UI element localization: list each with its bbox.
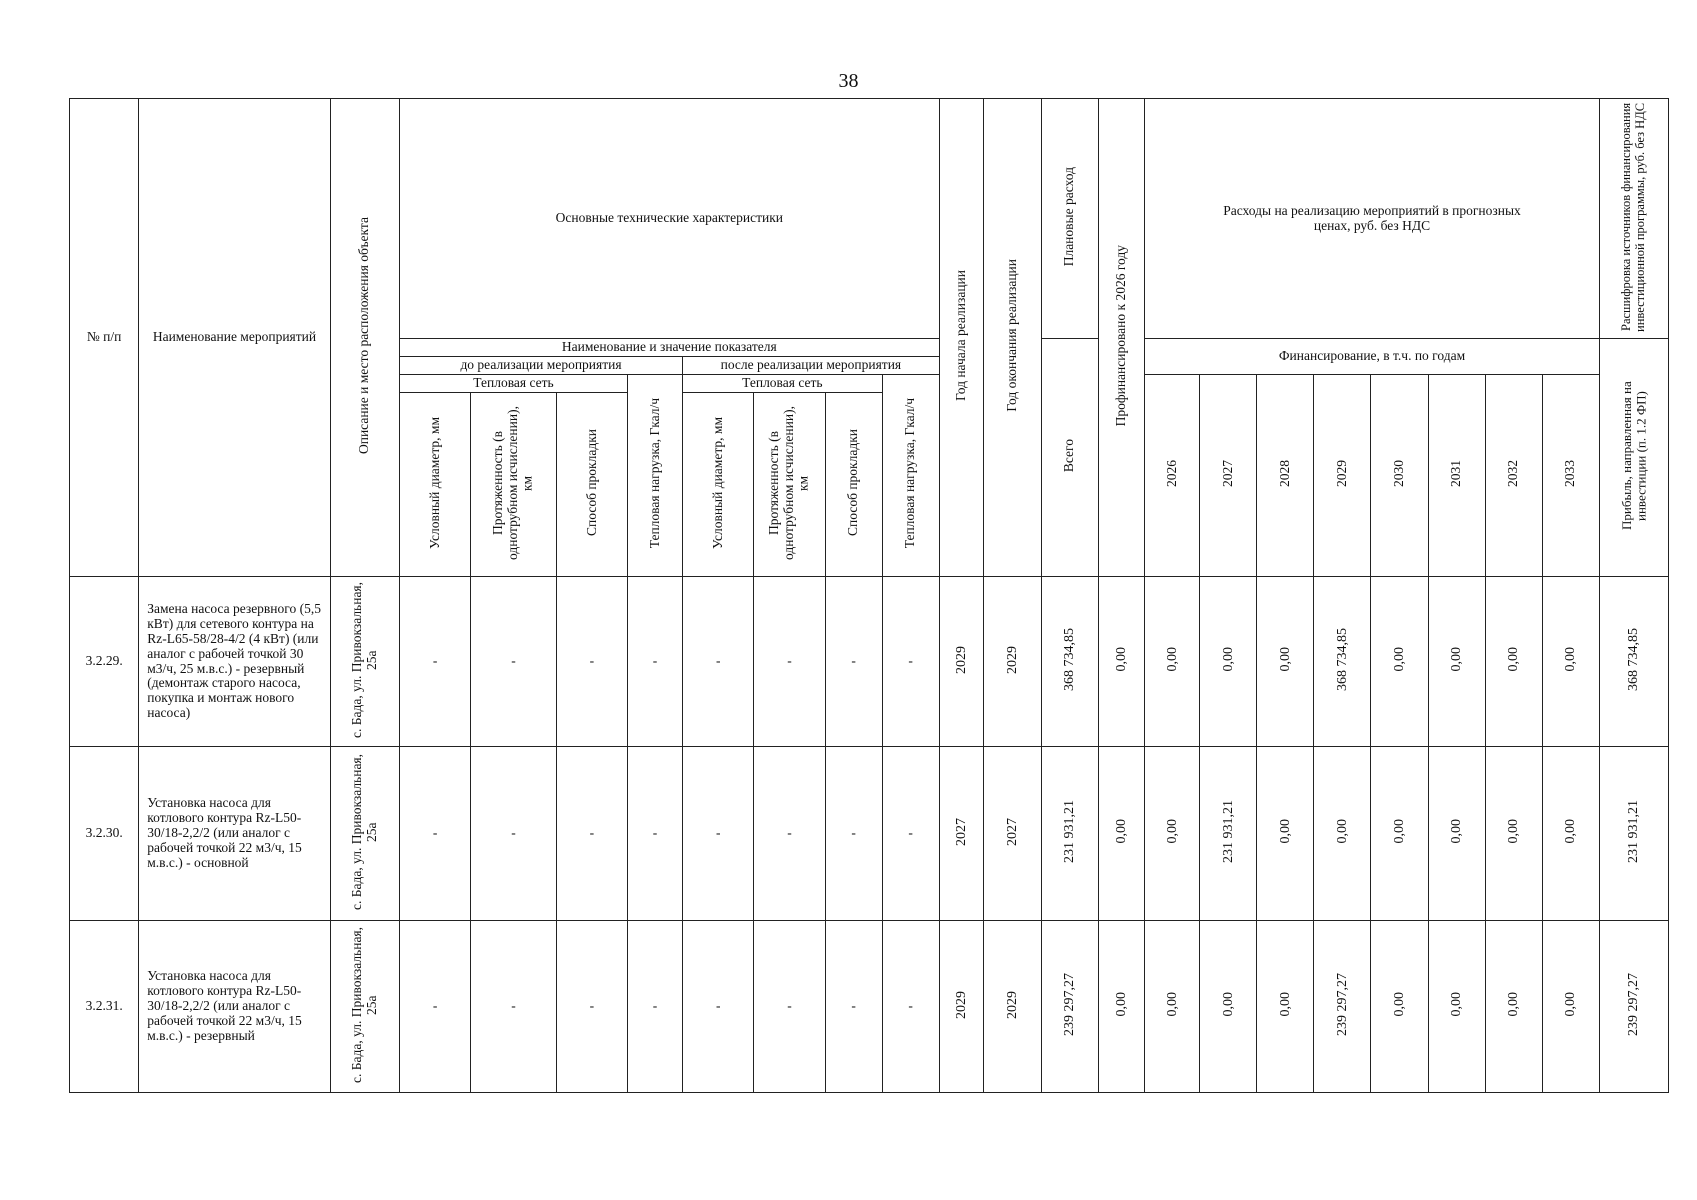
header-load-before: Тепловая нагрузка, Гкал/ч (628, 375, 683, 577)
header-sources: Расшифровка источников финансирования инвестиционной программы, руб. без НДС (1599, 99, 1668, 339)
row-num: 3.2.29. (70, 577, 139, 747)
row-prefinanced: 0,00 (1098, 577, 1145, 747)
header-year-2027: 2027 (1200, 375, 1257, 577)
row-2027: 0,00 (1200, 577, 1257, 747)
row-2033: 0,00 (1542, 921, 1599, 1093)
header-diameter-after: Условный диаметр, мм (683, 393, 754, 577)
header-year-2031: 2031 (1428, 375, 1485, 577)
header-heat-net-before: Тепловая сеть (399, 375, 627, 393)
row-profit: 231 931,21 (1599, 747, 1668, 921)
row-laying-after: - (825, 577, 882, 747)
row-2026: 0,00 (1145, 747, 1200, 921)
row-laying-after: - (825, 747, 882, 921)
row-num: 3.2.31. (70, 921, 139, 1093)
header-diameter-before: Условный диаметр, мм (399, 393, 470, 577)
table-row (70, 577, 1669, 747)
row-2032: 0,00 (1485, 577, 1542, 747)
header-year-end: Год окончания реализации (984, 99, 1041, 577)
row-location: с. Бада, ул. Привокзальная, 25а (330, 921, 399, 1093)
header-financing: Финансирование, в т.ч. по годам (1145, 339, 1599, 375)
header-length-after: Протяженность (в однотрубном исчислении), км (754, 393, 825, 577)
row-length-after: - (754, 577, 825, 747)
row-prefinanced: 0,00 (1098, 747, 1145, 921)
row-2031: 0,00 (1428, 577, 1485, 747)
row-length-before: - (471, 921, 557, 1093)
header-prefinanced: Профинансировано к 2026 году (1098, 99, 1145, 577)
row-2031: 0,00 (1428, 921, 1485, 1093)
header-year-2033: 2033 (1542, 375, 1599, 577)
row-diameter-before: - (399, 577, 470, 747)
row-year-end: 2029 (984, 921, 1041, 1093)
header-year-2030: 2030 (1371, 375, 1428, 577)
row-profit: 239 297,27 (1599, 921, 1668, 1093)
row-year-start: 2027 (939, 747, 984, 921)
header-plan: Плановые расход (1041, 99, 1098, 339)
row-year-end: 2029 (984, 577, 1041, 747)
header-before: до реализации мероприятия (399, 357, 682, 375)
row-name: Установка насоса для котлового контура Rz-L50-30/18-2,2/2 (или аналог с рабочей точкой 22 м3/ч, 15 м.в.с.) - резервный (139, 921, 330, 1093)
row-name: Замена насоса резервного (5,5 кВт) для сетевого контура на Rz-L65-58/28-4/2 (4 кВт) (или аналог с рабочей точкой 30 м3/ч, 25 м.в.с.) - резервный (демонтаж старого насоса, покупка и монтаж нового насоса) (139, 577, 330, 747)
row-2030: 0,00 (1371, 577, 1428, 747)
header-heat-net-after: Тепловая сеть (683, 375, 883, 393)
row-location: с. Бада, ул. Привокзальная, 25а (330, 747, 399, 921)
row-2029: 0,00 (1314, 747, 1371, 921)
row-year-start: 2029 (939, 577, 984, 747)
header-indicator: Наименование и значение показателя (399, 339, 939, 357)
investment-table (69, 98, 1669, 1093)
row-2030: 0,00 (1371, 921, 1428, 1093)
row-length-before: - (471, 747, 557, 921)
row-name: Установка насоса для котлового контура Rz-L50-30/18-2,2/2 (или аналог с рабочей точкой 22 м3/ч, 15 м.в.с.) - основной (139, 747, 330, 921)
row-2028: 0,00 (1257, 577, 1314, 747)
row-total: 368 734,85 (1041, 577, 1098, 747)
row-diameter-before: - (399, 747, 470, 921)
row-diameter-after: - (683, 577, 754, 747)
header-location: Описание и место расположения объекта (330, 99, 399, 577)
row-laying-before: - (556, 921, 627, 1093)
row-laying-before: - (556, 747, 627, 921)
header-tech: Основные технические характеристики (399, 99, 939, 339)
header-year-2028: 2028 (1257, 375, 1314, 577)
row-year-end: 2027 (984, 747, 1041, 921)
row-load-before: - (628, 577, 683, 747)
row-profit: 368 734,85 (1599, 577, 1668, 747)
header-num: № п/п (70, 99, 139, 577)
row-diameter-before: - (399, 921, 470, 1093)
header-year-start: Год начала реализации (939, 99, 984, 577)
header-year-2029: 2029 (1314, 375, 1371, 577)
row-num: 3.2.30. (70, 747, 139, 921)
row-2028: 0,00 (1257, 921, 1314, 1093)
table-row (70, 747, 1669, 921)
table-row (70, 921, 1669, 1093)
row-diameter-after: - (683, 921, 754, 1093)
row-length-before: - (471, 577, 557, 747)
row-2033: 0,00 (1542, 747, 1599, 921)
row-load-before: - (628, 747, 683, 921)
header-name: Наименование мероприятий (139, 99, 330, 577)
row-2029: 239 297,27 (1314, 921, 1371, 1093)
header-laying-after: Способ прокладки (825, 393, 882, 577)
header-after: после реализации мероприятия (683, 357, 940, 375)
header-year-2026: 2026 (1145, 375, 1200, 577)
header-load-after: Тепловая нагрузка, Гкал/ч (882, 375, 939, 577)
header-expenses: Расходы на реализацию мероприятий в прогнозных ценах, руб. без НДС (1145, 99, 1599, 339)
row-2032: 0,00 (1485, 921, 1542, 1093)
row-laying-after: - (825, 921, 882, 1093)
row-total: 231 931,21 (1041, 747, 1098, 921)
row-prefinanced: 0,00 (1098, 921, 1145, 1093)
row-2026: 0,00 (1145, 577, 1200, 747)
row-2027: 231 931,21 (1200, 747, 1257, 921)
row-load-after: - (882, 921, 939, 1093)
row-load-after: - (882, 577, 939, 747)
header-total: Всего (1041, 339, 1098, 577)
row-total: 239 297,27 (1041, 921, 1098, 1093)
row-2031: 0,00 (1428, 747, 1485, 921)
row-2029: 368 734,85 (1314, 577, 1371, 747)
row-laying-before: - (556, 577, 627, 747)
row-2026: 0,00 (1145, 921, 1200, 1093)
page-number: 38 (838, 70, 859, 92)
header-profit: Прибыль, направленная на инвестиции (п. 1.2 ФП) (1599, 339, 1668, 577)
row-load-after: - (882, 747, 939, 921)
row-2028: 0,00 (1257, 747, 1314, 921)
header-year-2032: 2032 (1485, 375, 1542, 577)
row-2030: 0,00 (1371, 747, 1428, 921)
row-diameter-after: - (683, 747, 754, 921)
row-length-after: - (754, 921, 825, 1093)
row-length-after: - (754, 747, 825, 921)
header-length-before: Протяженность (в однотрубном исчислении), км (471, 393, 557, 577)
row-2027: 0,00 (1200, 921, 1257, 1093)
row-2032: 0,00 (1485, 747, 1542, 921)
row-year-start: 2029 (939, 921, 984, 1093)
row-2033: 0,00 (1542, 577, 1599, 747)
header-laying-before: Способ прокладки (556, 393, 627, 577)
row-load-before: - (628, 921, 683, 1093)
row-location: с. Бада, ул. Привокзальная, 25а (330, 577, 399, 747)
